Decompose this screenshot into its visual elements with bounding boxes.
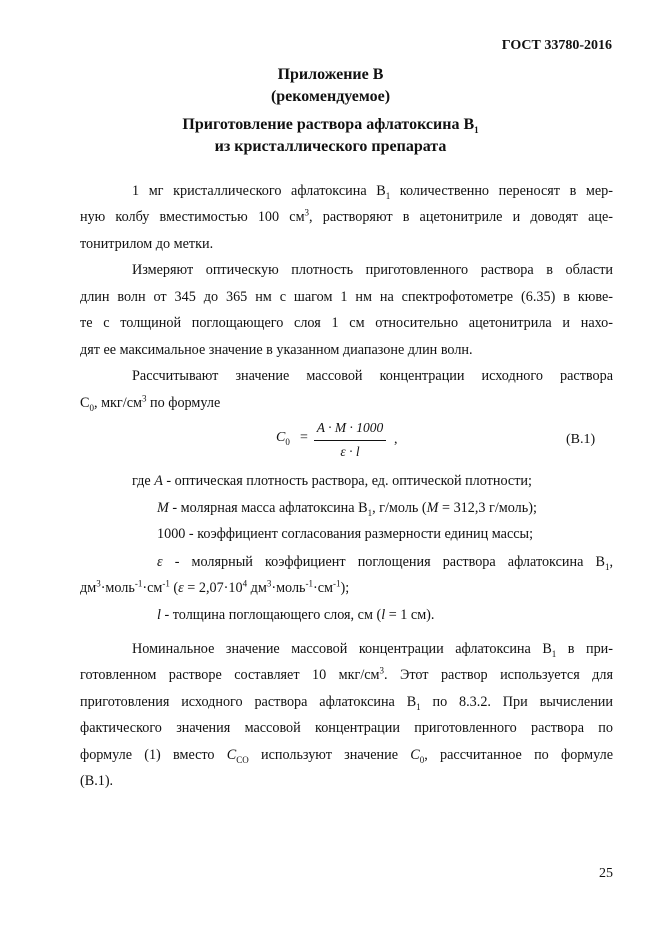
paragraph2-line2: длин волн от 345 до 365 нм с шагом 1 нм на спектрофотометре (6.35) в кюве- xyxy=(80,289,613,305)
formula-number: (В.1) xyxy=(566,432,596,447)
paragraph2-line1: Измеряют оптическую плотность приготовленного раствора в области xyxy=(132,262,613,278)
paragraph2-line4: дят ее максимальное значение в указанном диапазоне длин волн. xyxy=(80,342,473,358)
where-item-epsilon-units: $дм^3\cdot моль^{-1}\cdot см^{-1}$ ($\varepsilon = 2,07\cdot 10^4$ $дм^3\cdot моль^{-1}\cdot см^{-1}$); xyxy=(80,578,350,596)
standard-number: ГОСТ 33780-2016 xyxy=(501,38,612,53)
paragraph4-line3: приготовления исходного раствора афлатоксина $В_1$ по 8.3.2. При вычислении xyxy=(80,694,613,712)
page-number: 25 xyxy=(599,866,613,881)
paragraph4-line2: готовленном растворе составляет 10 мкг/$см^3$. Этот раствор используется для xyxy=(80,665,613,683)
paragraph2-line3: те с толщиной поглощающего слоя 1 см относительно ацетонитрила и нахо- xyxy=(80,315,613,331)
appendix-status: (рекомендуемое) xyxy=(270,88,391,105)
where-item-a: где A - оптическая плотность раствора, ед. оптической плотности; xyxy=(132,473,532,489)
where-item-epsilon: ε - молярный коэффициент поглощения раствора афлатоксина $В_1$, xyxy=(157,554,613,572)
where-item-1000: 1000 - коэффициент согласования размерности единиц массы; xyxy=(157,526,534,542)
formula-equals: = xyxy=(300,430,308,445)
paragraph1-line3: тонитрилом до метки. xyxy=(80,236,214,252)
paragraph1-line1: 1 мг кристаллического афлатоксина $В_1$ количественно переносят в мер- xyxy=(132,183,613,201)
formula-b1 xyxy=(276,418,416,464)
appendix-heading-line2: из кристаллического препарата xyxy=(214,138,447,155)
appendix-heading-line1: Приготовление раствора афлатоксина $В_1$ xyxy=(182,116,479,136)
paragraph3-line2: $С_0$, мкг/$см^3$ по формуле xyxy=(80,393,221,413)
where-item-m: M - молярная масса афлатоксина $В_1$, г/моль (M = 312,3 г/моль); xyxy=(157,500,537,518)
where-item-l: l - толщина поглощающего слоя, см (l = 1 см). xyxy=(157,607,435,623)
paragraph4-line6: (В.1). xyxy=(80,773,114,789)
appendix-title: Приложение В xyxy=(277,66,384,83)
paragraph3-line1: Рассчитывают значение массовой концентрации исходного раствора xyxy=(132,368,613,384)
formula-lhs: $C_0$ xyxy=(276,430,290,447)
formula-numerator: A · M · 1000 xyxy=(314,418,386,441)
paragraph1-line2: ную колбу вместимостью 100 $см^3$, растворяют в ацетонитриле и доводят аце- xyxy=(80,207,613,225)
formula-fraction xyxy=(314,418,386,463)
paragraph4-line5: формуле (1) вместо $С_{СО}$ используют значение $С_0$, рассчитанное по формуле xyxy=(80,747,614,765)
formula-denominator: ε · l xyxy=(340,444,360,459)
paragraph4-line4: фактического значения массовой концентрации приготовленного раствора по xyxy=(80,720,613,736)
formula-comma: , xyxy=(394,432,398,447)
paragraph4-line1: Номинальное значение массовой концентрации афлатоксина $В_1$ в при- xyxy=(132,641,614,659)
